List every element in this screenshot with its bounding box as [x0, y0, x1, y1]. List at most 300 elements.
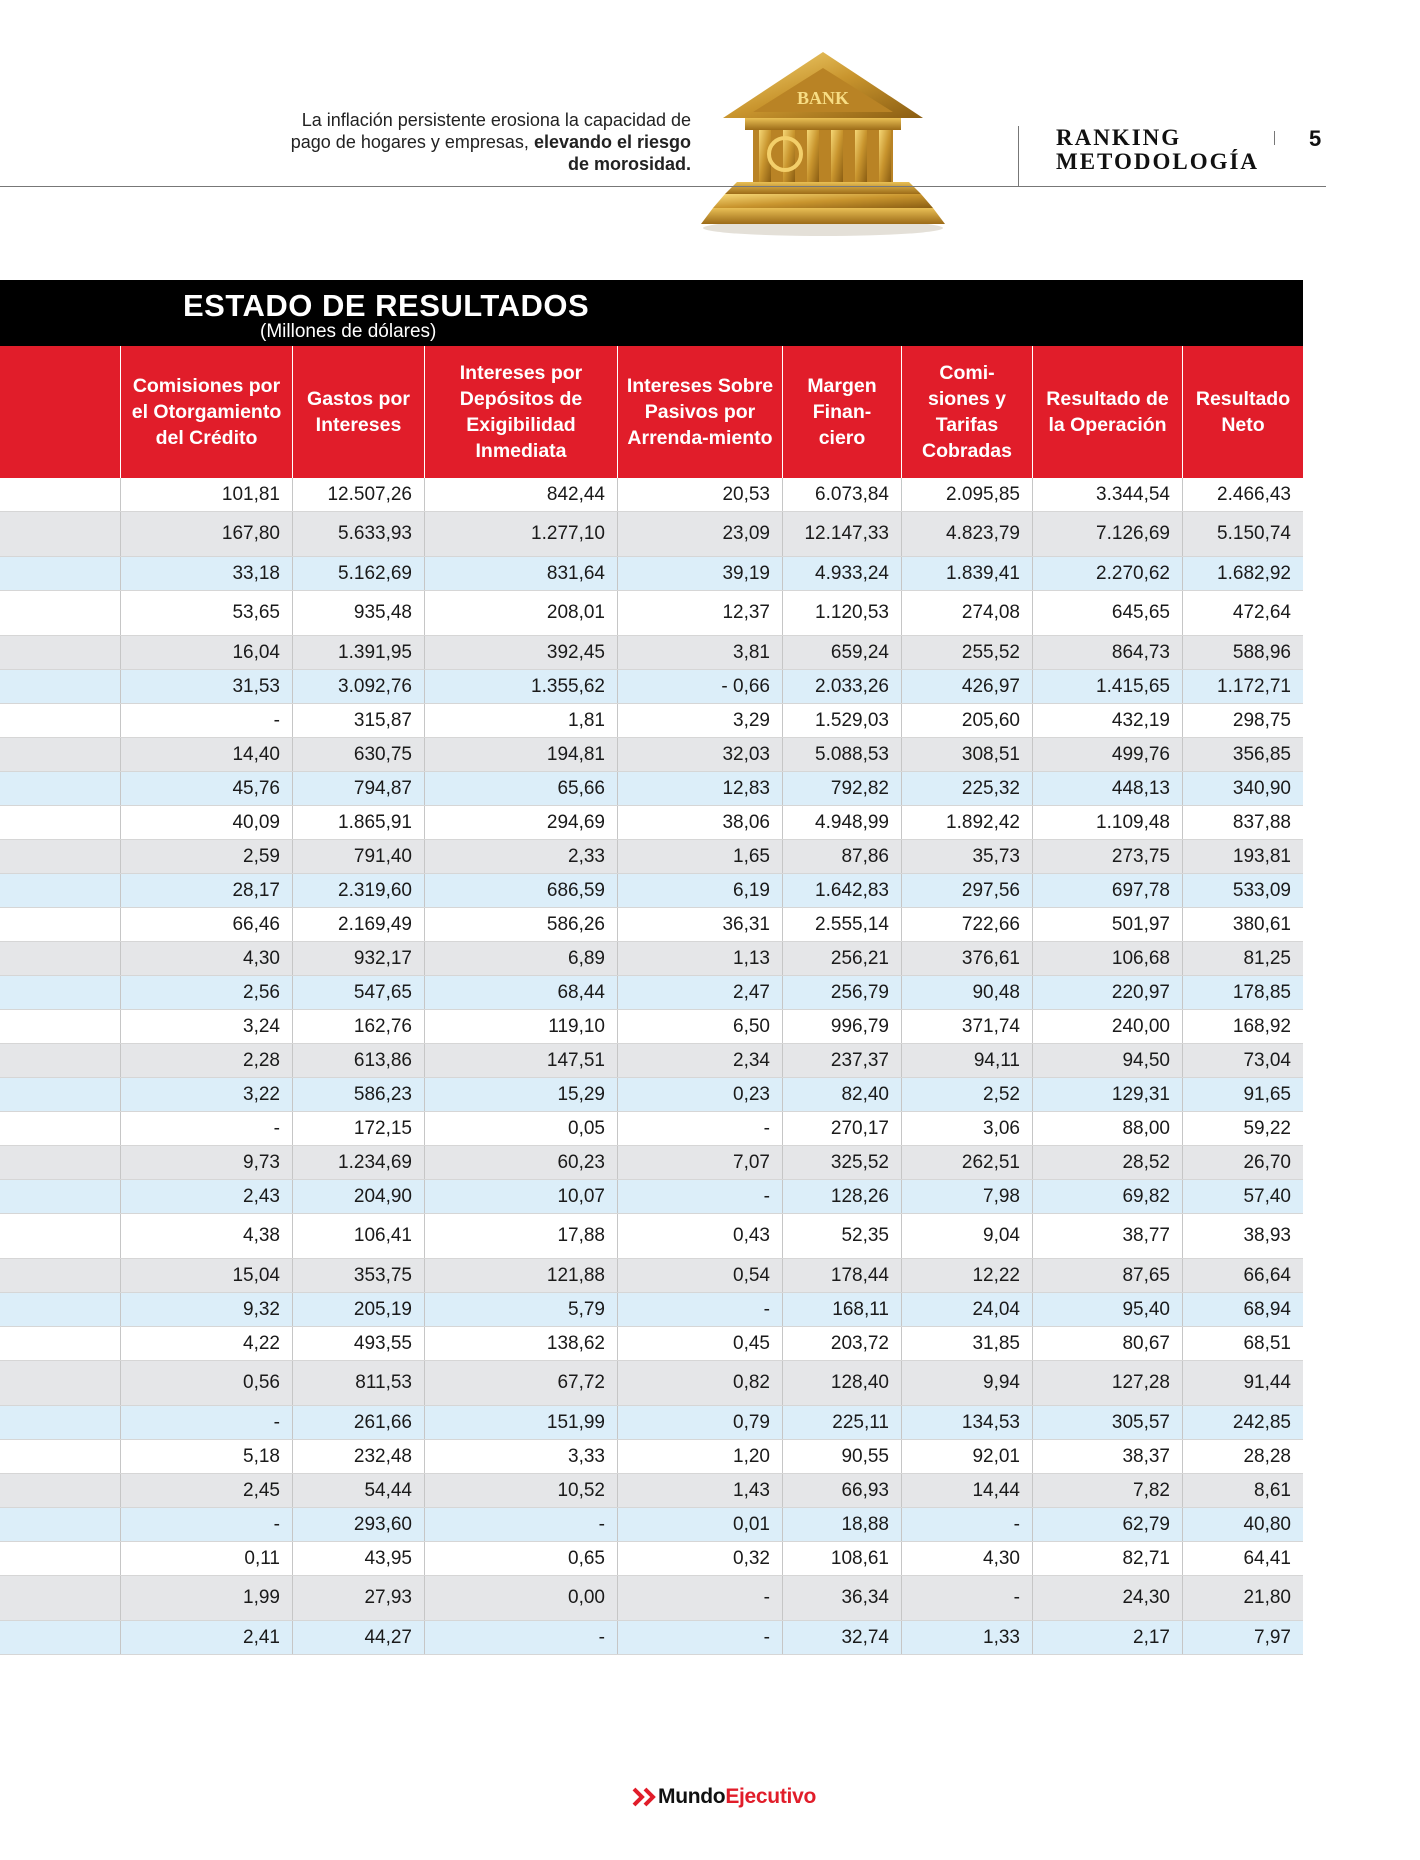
table-cell: 23,09 [617, 512, 782, 556]
table-cell: 7,82 [1032, 1474, 1182, 1507]
table-cell: 3.092,76 [292, 670, 424, 703]
table-cell: 3,22 [120, 1078, 292, 1111]
table-cell: 18,88 [782, 1508, 901, 1541]
table-row [0, 1508, 1303, 1542]
table-cell: 82,71 [1032, 1542, 1182, 1575]
table-cell: 5,79 [424, 1293, 617, 1326]
table-row [0, 908, 1303, 942]
table-row [0, 1542, 1303, 1576]
tagline-bold: elevando el riesgo de morosidad. [533, 132, 691, 174]
table-cell: 371,74 [901, 1010, 1032, 1043]
table-cell: 0,65 [424, 1542, 617, 1575]
table-cell: 68,51 [1182, 1327, 1303, 1360]
table-cell: 5.162,69 [292, 557, 424, 590]
table-cell: 167,80 [120, 512, 292, 556]
table-cell: - [617, 1180, 782, 1213]
table-row [0, 1146, 1303, 1180]
table-row [0, 1112, 1303, 1146]
table-cell: 2.466,43 [1182, 478, 1303, 511]
table-cell: 65,66 [424, 772, 617, 805]
table-cell: - 0,66 [617, 670, 782, 703]
table-cell: 659,24 [782, 636, 901, 669]
table-cell: 613,86 [292, 1044, 424, 1077]
table-cell: 90,55 [782, 1440, 901, 1473]
table-cell: 91,65 [1182, 1078, 1303, 1111]
header-divider [1018, 126, 1019, 186]
table-row [0, 1361, 1303, 1406]
table-cell: 1.172,71 [1182, 670, 1303, 703]
table-cell: 7,98 [901, 1180, 1032, 1213]
table-cell: 12,22 [901, 1259, 1032, 1292]
table-cell: 1,33 [901, 1621, 1032, 1654]
table-cell: 28,52 [1032, 1146, 1182, 1179]
table-cell: 225,11 [782, 1406, 901, 1439]
table-cell: 2,56 [120, 976, 292, 1009]
table-cell: 4,30 [901, 1542, 1032, 1575]
table-row [0, 1044, 1303, 1078]
table-row [0, 512, 1303, 557]
table-cell: 28,28 [1182, 1440, 1303, 1473]
table-title: ESTADO DE RESULTADOS [183, 288, 590, 323]
table-cell: 3,81 [617, 636, 782, 669]
table-cell: 0,43 [617, 1214, 782, 1258]
table-row [0, 1474, 1303, 1508]
table-cell: 40,09 [120, 806, 292, 839]
table-cell: 27,93 [292, 1576, 424, 1620]
table-cell: 837,88 [1182, 806, 1303, 839]
table-cell: 935,48 [292, 591, 424, 635]
table-row [0, 591, 1303, 636]
table-row [0, 557, 1303, 591]
table-cell: 4.823,79 [901, 512, 1032, 556]
section-label [1056, 126, 1259, 174]
column-header: Resultado de la Operación [1032, 346, 1182, 478]
table-cell: 59,22 [1182, 1112, 1303, 1145]
table-cell: 240,00 [1032, 1010, 1182, 1043]
table-cell: 6,89 [424, 942, 617, 975]
table-cell: 106,41 [292, 1214, 424, 1258]
table-cell: 547,65 [292, 976, 424, 1009]
table-cell: 1.277,10 [424, 512, 617, 556]
table-subtitle: (Millones de dólares) [260, 321, 437, 342]
table-row [0, 1180, 1303, 1214]
table-row [0, 738, 1303, 772]
table-cell: 43,95 [292, 1542, 424, 1575]
table-row [0, 704, 1303, 738]
table-cell: 4.933,24 [782, 557, 901, 590]
table-cell: 68,44 [424, 976, 617, 1009]
table-cell: 1.391,95 [292, 636, 424, 669]
table-cell: 2,45 [120, 1474, 292, 1507]
table-cell: - [617, 1576, 782, 1620]
table-cell: 1,13 [617, 942, 782, 975]
table-cell: 24,30 [1032, 1576, 1182, 1620]
table-cell: 94,50 [1032, 1044, 1182, 1077]
table-cell: 205,60 [901, 704, 1032, 737]
table-cell: 44,27 [292, 1621, 424, 1654]
tagline-normal: La inflación persistente erosiona la capacidad de pago de hogares y empresas, [290, 110, 691, 152]
brand-part-1: Mundo [658, 1785, 726, 1808]
table-cell: 0,32 [617, 1542, 782, 1575]
table-cell: 273,75 [1032, 840, 1182, 873]
table-cell: 2,43 [120, 1180, 292, 1213]
table-cell: 73,04 [1182, 1044, 1303, 1077]
table-cell: 255,52 [901, 636, 1032, 669]
table-cell: 12.147,33 [782, 512, 901, 556]
column-header: Comi-siones y Tarifas Cobradas [901, 346, 1032, 478]
table-cell: 242,85 [1182, 1406, 1303, 1439]
table-cell: 1.642,83 [782, 874, 901, 907]
table-cell: 588,96 [1182, 636, 1303, 669]
table-cell: 1.415,65 [1032, 670, 1182, 703]
brand-name [658, 1785, 816, 1809]
table-cell: - [617, 1293, 782, 1326]
table-cell: 340,90 [1182, 772, 1303, 805]
table-cell: 91,44 [1182, 1361, 1303, 1405]
table-cell: 121,88 [424, 1259, 617, 1292]
table-cell: 294,69 [424, 806, 617, 839]
table-cell: 193,81 [1182, 840, 1303, 873]
table-cell: 81,25 [1182, 942, 1303, 975]
table-cell: 38,37 [1032, 1440, 1182, 1473]
table-cell: 14,40 [120, 738, 292, 771]
table-cell: 162,76 [292, 1010, 424, 1043]
table-cell: 106,68 [1032, 942, 1182, 975]
table-cell: 2,33 [424, 840, 617, 873]
table-cell: 82,40 [782, 1078, 901, 1111]
table-cell: 194,81 [424, 738, 617, 771]
table-row [0, 1214, 1303, 1259]
table-cell: 791,40 [292, 840, 424, 873]
table-cell: 0,01 [617, 1508, 782, 1541]
table-cell: 24,04 [901, 1293, 1032, 1326]
table-cell: 356,85 [1182, 738, 1303, 771]
table-cell: 432,19 [1032, 704, 1182, 737]
table-cell: 88,00 [1032, 1112, 1182, 1145]
table-cell: 172,15 [292, 1112, 424, 1145]
table-cell: 208,01 [424, 591, 617, 635]
table-cell: 1,20 [617, 1440, 782, 1473]
table-cell: 426,97 [901, 670, 1032, 703]
table-cell: 1,65 [617, 840, 782, 873]
table-cell: 297,56 [901, 874, 1032, 907]
table-cell: 261,66 [292, 1406, 424, 1439]
table-cell: 1.839,41 [901, 557, 1032, 590]
table-cell: 66,46 [120, 908, 292, 941]
column-header: Margen Finan-ciero [782, 346, 901, 478]
table-cell: 95,40 [1032, 1293, 1182, 1326]
table-cell: 1.234,69 [292, 1146, 424, 1179]
table-cell: 203,72 [782, 1327, 901, 1360]
table-cell: - [120, 704, 292, 737]
table-cell: 26,70 [1182, 1146, 1303, 1179]
table-cell: 2.095,85 [901, 478, 1032, 511]
column-header: Gastos por Intereses [292, 346, 424, 478]
table-cell: 119,10 [424, 1010, 617, 1043]
table-cell: 5.088,53 [782, 738, 901, 771]
table-cell: 586,26 [424, 908, 617, 941]
table-cell: 0,79 [617, 1406, 782, 1439]
table-row [0, 1440, 1303, 1474]
table-cell: 4,22 [120, 1327, 292, 1360]
table-cell: 3,33 [424, 1440, 617, 1473]
table-cell: 15,29 [424, 1078, 617, 1111]
table-cell: 5.633,93 [292, 512, 424, 556]
table-cell: 270,17 [782, 1112, 901, 1145]
table-cell: 6,19 [617, 874, 782, 907]
table-cell: 94,11 [901, 1044, 1032, 1077]
table-cell: 3,29 [617, 704, 782, 737]
table-cell: 842,44 [424, 478, 617, 511]
table-cell: 298,75 [1182, 704, 1303, 737]
table-cell: 66,64 [1182, 1259, 1303, 1292]
table-cell: 0,54 [617, 1259, 782, 1292]
table-cell: 28,17 [120, 874, 292, 907]
table-cell: - [120, 1112, 292, 1145]
table-cell: - [901, 1508, 1032, 1541]
table-cell: 811,53 [292, 1361, 424, 1405]
table-cell: 315,87 [292, 704, 424, 737]
table-cell: 0,05 [424, 1112, 617, 1145]
table-row [0, 670, 1303, 704]
table-cell: 87,65 [1032, 1259, 1182, 1292]
table-cell: 17,88 [424, 1214, 617, 1258]
table-cell: 305,57 [1032, 1406, 1182, 1439]
table-cell: 9,73 [120, 1146, 292, 1179]
table-cell: 2,52 [901, 1078, 1032, 1111]
table-cell: - [424, 1508, 617, 1541]
table-cell: 225,32 [901, 772, 1032, 805]
table-cell: 66,93 [782, 1474, 901, 1507]
table-cell: 128,26 [782, 1180, 901, 1213]
column-header: Intereses Sobre Pasivos por Arrenda-miento [617, 346, 782, 478]
table-cell: 5,18 [120, 1440, 292, 1473]
table-cell: 630,75 [292, 738, 424, 771]
table-cell: 108,61 [782, 1542, 901, 1575]
table-cell: 325,52 [782, 1146, 901, 1179]
table-cell: 32,74 [782, 1621, 901, 1654]
table-cell: 493,55 [292, 1327, 424, 1360]
table-cell: 2,59 [120, 840, 292, 873]
table-cell: 39,19 [617, 557, 782, 590]
table-cell: 1.892,42 [901, 806, 1032, 839]
table-cell: 57,40 [1182, 1180, 1303, 1213]
page-number: 5 [1309, 126, 1322, 151]
table-cell: 129,31 [1032, 1078, 1182, 1111]
table-cell: 0,00 [424, 1576, 617, 1620]
table-cell: 0,23 [617, 1078, 782, 1111]
section-line-2: METODOLOGÍA [1056, 149, 1260, 174]
table-cell: 237,37 [782, 1044, 901, 1077]
section-line-1: RANKING [1056, 125, 1182, 150]
table-cell: 60,23 [424, 1146, 617, 1179]
column-header: Intereses por Depósitos de Exigibilidad Inmediata [424, 346, 617, 478]
table-cell: 38,77 [1032, 1214, 1182, 1258]
table-cell: 12.507,26 [292, 478, 424, 511]
table-cell: 21,80 [1182, 1576, 1303, 1620]
table-cell: 101,81 [120, 478, 292, 511]
table-cell: 90,48 [901, 976, 1032, 1009]
table-cell: 9,94 [901, 1361, 1032, 1405]
table-cell: 3.344,54 [1032, 478, 1182, 511]
table-cell: 2,17 [1032, 1621, 1182, 1654]
brand-part-2: Ejecutivo [725, 1785, 816, 1808]
table-cell: 864,73 [1032, 636, 1182, 669]
table-cell: 9,04 [901, 1214, 1032, 1258]
table-cell: 134,53 [901, 1406, 1032, 1439]
table-cell: 15,04 [120, 1259, 292, 1292]
table-cell: 794,87 [292, 772, 424, 805]
table-cell: 92,01 [901, 1440, 1032, 1473]
table-cell: 68,94 [1182, 1293, 1303, 1326]
table-cell: 33,18 [120, 557, 292, 590]
table-cell: 168,92 [1182, 1010, 1303, 1043]
table-body [0, 478, 1303, 1655]
table-cell: 932,17 [292, 942, 424, 975]
table-row [0, 636, 1303, 670]
table-cell: 10,52 [424, 1474, 617, 1507]
table-cell: 45,76 [120, 772, 292, 805]
table-cell: 353,75 [292, 1259, 424, 1292]
table-cell: 128,40 [782, 1361, 901, 1405]
table-cell: 204,90 [292, 1180, 424, 1213]
table-row [0, 874, 1303, 908]
table-cell: - [901, 1576, 1032, 1620]
table-cell: 262,51 [901, 1146, 1032, 1179]
table-cell: 67,72 [424, 1361, 617, 1405]
table-cell: 54,44 [292, 1474, 424, 1507]
bank-sign: BANK [796, 88, 850, 108]
table-cell: 697,78 [1032, 874, 1182, 907]
table-cell: 178,85 [1182, 976, 1303, 1009]
table-cell: 4.948,99 [782, 806, 901, 839]
table-cell: 38,93 [1182, 1214, 1303, 1258]
table-cell: 392,45 [424, 636, 617, 669]
footer-logo [632, 1785, 816, 1809]
table-cell: 645,65 [1032, 591, 1182, 635]
table-cell: 686,59 [424, 874, 617, 907]
table-cell: 138,62 [424, 1327, 617, 1360]
table-cell: 168,11 [782, 1293, 901, 1326]
table-cell: 2,28 [120, 1044, 292, 1077]
table-cell: 293,60 [292, 1508, 424, 1541]
table-row [0, 1010, 1303, 1044]
table-cell: 1.529,03 [782, 704, 901, 737]
table-cell: 232,48 [292, 1440, 424, 1473]
table-cell: 792,82 [782, 772, 901, 805]
bank-building-illustration [683, 48, 963, 238]
table-cell: 220,97 [1032, 976, 1182, 1009]
table-row [0, 1078, 1303, 1112]
table-cell: 7,97 [1182, 1621, 1303, 1654]
table-cell: 256,21 [782, 942, 901, 975]
table-cell: 6.073,84 [782, 478, 901, 511]
header-tagline [271, 109, 691, 175]
table-cell: 32,03 [617, 738, 782, 771]
table-row [0, 478, 1303, 512]
table-cell: 20,53 [617, 478, 782, 511]
table-cell: 1.865,91 [292, 806, 424, 839]
table-row [0, 1259, 1303, 1293]
table-row [0, 1406, 1303, 1440]
table-cell: 205,19 [292, 1293, 424, 1326]
table-cell: 62,79 [1032, 1508, 1182, 1541]
table-cell: 586,23 [292, 1078, 424, 1111]
table-row [0, 1327, 1303, 1361]
table-cell: 380,61 [1182, 908, 1303, 941]
column-header: Resultado Neto [1182, 346, 1303, 478]
table-row [0, 1293, 1303, 1327]
table-cell: 2.169,49 [292, 908, 424, 941]
table-cell: 448,13 [1032, 772, 1182, 805]
table-row [0, 772, 1303, 806]
table-cell: 40,80 [1182, 1508, 1303, 1541]
table-cell: 16,04 [120, 636, 292, 669]
table-cell: - [617, 1621, 782, 1654]
table-cell: 38,06 [617, 806, 782, 839]
table-cell: 1,99 [120, 1576, 292, 1620]
table-cell: 35,73 [901, 840, 1032, 873]
table-cell: 2,47 [617, 976, 782, 1009]
table-cell: 8,61 [1182, 1474, 1303, 1507]
table-cell: 2,34 [617, 1044, 782, 1077]
table-cell: 9,32 [120, 1293, 292, 1326]
table-row [0, 1576, 1303, 1621]
table-cell: 0,82 [617, 1361, 782, 1405]
table-cell: 4,38 [120, 1214, 292, 1258]
double-chevron-icon [632, 1787, 658, 1807]
table-cell: 2,41 [120, 1621, 292, 1654]
table-cell: 3,24 [120, 1010, 292, 1043]
table-cell: - [424, 1621, 617, 1654]
table-cell: 69,82 [1032, 1180, 1182, 1213]
table-cell: 178,44 [782, 1259, 901, 1292]
table-cell: 127,28 [1032, 1361, 1182, 1405]
table-cell: 499,76 [1032, 738, 1182, 771]
table-cell: 2.319,60 [292, 874, 424, 907]
table-cell: 376,61 [901, 942, 1032, 975]
table-cell: 64,41 [1182, 1542, 1303, 1575]
table-cell: 4,30 [120, 942, 292, 975]
table-cell: 14,44 [901, 1474, 1032, 1507]
table-cell: 52,35 [782, 1214, 901, 1258]
table-cell: 274,08 [901, 591, 1032, 635]
table-cell: 12,37 [617, 591, 782, 635]
table-row [0, 942, 1303, 976]
table-cell: 2.270,62 [1032, 557, 1182, 590]
table-cell: 31,53 [120, 670, 292, 703]
table-cell: 31,85 [901, 1327, 1032, 1360]
table-cell: - [120, 1508, 292, 1541]
table-cell: - [617, 1112, 782, 1145]
table-cell: 36,34 [782, 1576, 901, 1620]
table-cell: 10,07 [424, 1180, 617, 1213]
table-cell: 501,97 [1032, 908, 1182, 941]
table-cell: 80,67 [1032, 1327, 1182, 1360]
table-cell: 722,66 [901, 908, 1032, 941]
page-separator [1274, 131, 1275, 145]
table-cell: 1.682,92 [1182, 557, 1303, 590]
table-cell: 147,51 [424, 1044, 617, 1077]
table-cell: 1.109,48 [1032, 806, 1182, 839]
table-cell: 87,86 [782, 840, 901, 873]
table-cell: 151,99 [424, 1406, 617, 1439]
table-cell: 2.033,26 [782, 670, 901, 703]
table-cell: 0,45 [617, 1327, 782, 1360]
table-cell: 831,64 [424, 557, 617, 590]
table-cell: 1.120,53 [782, 591, 901, 635]
table-cell: 12,83 [617, 772, 782, 805]
